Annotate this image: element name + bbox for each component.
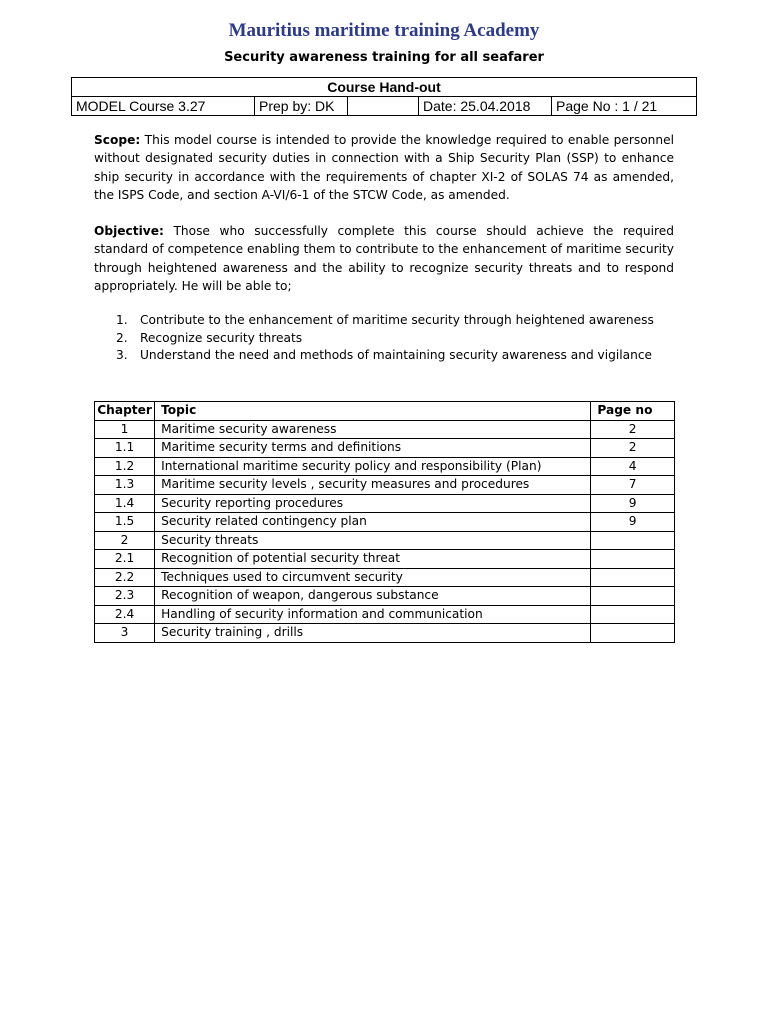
topic-cell: Recognition of weapon, dangerous substance bbox=[155, 587, 591, 606]
chapter-cell: 2 bbox=[95, 531, 155, 550]
page-cell: 7 bbox=[591, 476, 675, 495]
chapter-cell: 1 bbox=[95, 420, 155, 439]
list-item bbox=[116, 312, 716, 330]
table-row bbox=[95, 605, 675, 624]
academy-title: Mauritius maritime training Academy bbox=[228, 20, 540, 41]
table-row bbox=[95, 494, 675, 513]
list-text: Understand the need and methods of maintaining security awareness and vigilance bbox=[140, 348, 653, 362]
table-of-contents bbox=[94, 401, 675, 643]
list-item bbox=[116, 330, 716, 348]
blank-cell bbox=[348, 97, 419, 116]
table-row bbox=[95, 457, 675, 476]
model-course-cell: MODEL Course 3.27 bbox=[72, 97, 255, 116]
topic-cell: Maritime security awareness bbox=[155, 420, 591, 439]
chapter-cell: 1.4 bbox=[95, 494, 155, 513]
handout-title: Course Hand-out bbox=[72, 78, 697, 97]
topic-cell: Security related contingency plan bbox=[155, 513, 591, 532]
topic-cell: Security reporting procedures bbox=[155, 494, 591, 513]
chapter-cell: 2.3 bbox=[95, 587, 155, 606]
column-header-page: Page no bbox=[591, 402, 675, 421]
column-header-topic: Topic bbox=[155, 402, 591, 421]
handout-header-table bbox=[71, 77, 697, 116]
page-number-cell: Page No : 1 / 21 bbox=[552, 97, 697, 116]
page-cell bbox=[591, 587, 675, 606]
table-row bbox=[95, 531, 675, 550]
table-row bbox=[95, 420, 675, 439]
page-cell bbox=[591, 568, 675, 587]
table-row bbox=[95, 439, 675, 458]
topic-cell: Techniques used to circumvent security bbox=[155, 568, 591, 587]
date-cell: Date: 25.04.2018 bbox=[419, 97, 552, 116]
objective-paragraph bbox=[94, 222, 674, 295]
table-row bbox=[95, 550, 675, 569]
topic-cell: Maritime security terms and definitions bbox=[155, 439, 591, 458]
page-cell bbox=[591, 624, 675, 643]
page-cell bbox=[591, 531, 675, 550]
page-cell bbox=[591, 550, 675, 569]
table-row bbox=[95, 587, 675, 606]
scope-paragraph bbox=[94, 131, 674, 204]
table-row bbox=[95, 513, 675, 532]
chapter-cell: 2.1 bbox=[95, 550, 155, 569]
topic-cell: Security threats bbox=[155, 531, 591, 550]
scope-label: Scope: bbox=[94, 133, 141, 147]
list-number: 3. bbox=[116, 348, 128, 362]
course-subtitle: Security awareness training for all seafarer bbox=[224, 50, 544, 65]
topic-cell: Handling of security information and communication bbox=[155, 605, 591, 624]
column-header-chapter: Chapter bbox=[95, 402, 155, 421]
topic-cell: Recognition of potential security threat bbox=[155, 550, 591, 569]
chapter-cell: 1.5 bbox=[95, 513, 155, 532]
page-cell: 9 bbox=[591, 513, 675, 532]
list-text: Recognize security threats bbox=[140, 330, 303, 345]
table-row bbox=[95, 624, 675, 643]
chapter-cell: 1.3 bbox=[95, 476, 155, 495]
chapter-cell: 2.4 bbox=[95, 605, 155, 624]
page-cell: 2 bbox=[591, 439, 675, 458]
table-header-row bbox=[95, 402, 675, 421]
page-cell: 9 bbox=[591, 494, 675, 513]
objectives-list bbox=[116, 312, 716, 365]
list-number: 2. bbox=[116, 330, 128, 345]
scope-text: This model course is intended to provide the knowledge required to enable personnel without designated security duties in connection with a Ship Security Plan (SSP) to enhance ship security in accordance with the requirements of chapter XI-2 of SOLAS 74 as amended, the ISPS Code, and section A-VI/6-1 of the STCW Code, as amended. bbox=[94, 133, 674, 202]
objective-text: Those who successfully complete this course should achieve the required standard of competence enabling them to contribute to the enhancement of maritime security through heightened awareness and the ability to recognize security threats and to respond appropriately. He will be able to; bbox=[94, 224, 675, 293]
topic-cell: Maritime security levels , security measures and procedures bbox=[155, 476, 591, 495]
chapter-cell: 1.2 bbox=[95, 457, 155, 476]
table-row bbox=[95, 568, 675, 587]
list-item bbox=[116, 347, 716, 365]
page-cell: 4 bbox=[591, 457, 675, 476]
chapter-cell: 2.2 bbox=[95, 568, 155, 587]
chapter-cell: 1.1 bbox=[95, 439, 155, 458]
chapter-cell: 3 bbox=[95, 624, 155, 643]
prep-by-cell: Prep by: DK bbox=[255, 97, 348, 116]
page-cell bbox=[591, 605, 675, 624]
table-row bbox=[95, 476, 675, 495]
list-number: 1. bbox=[116, 313, 128, 327]
topic-cell: Security training , drills bbox=[155, 624, 591, 643]
objective-label: Objective: bbox=[94, 224, 164, 238]
topic-cell: International maritime security policy and responsibility (Plan) bbox=[155, 457, 591, 476]
page-cell: 2 bbox=[591, 420, 675, 439]
list-text: Contribute to the enhancement of maritime security through heightened awareness bbox=[140, 313, 654, 327]
